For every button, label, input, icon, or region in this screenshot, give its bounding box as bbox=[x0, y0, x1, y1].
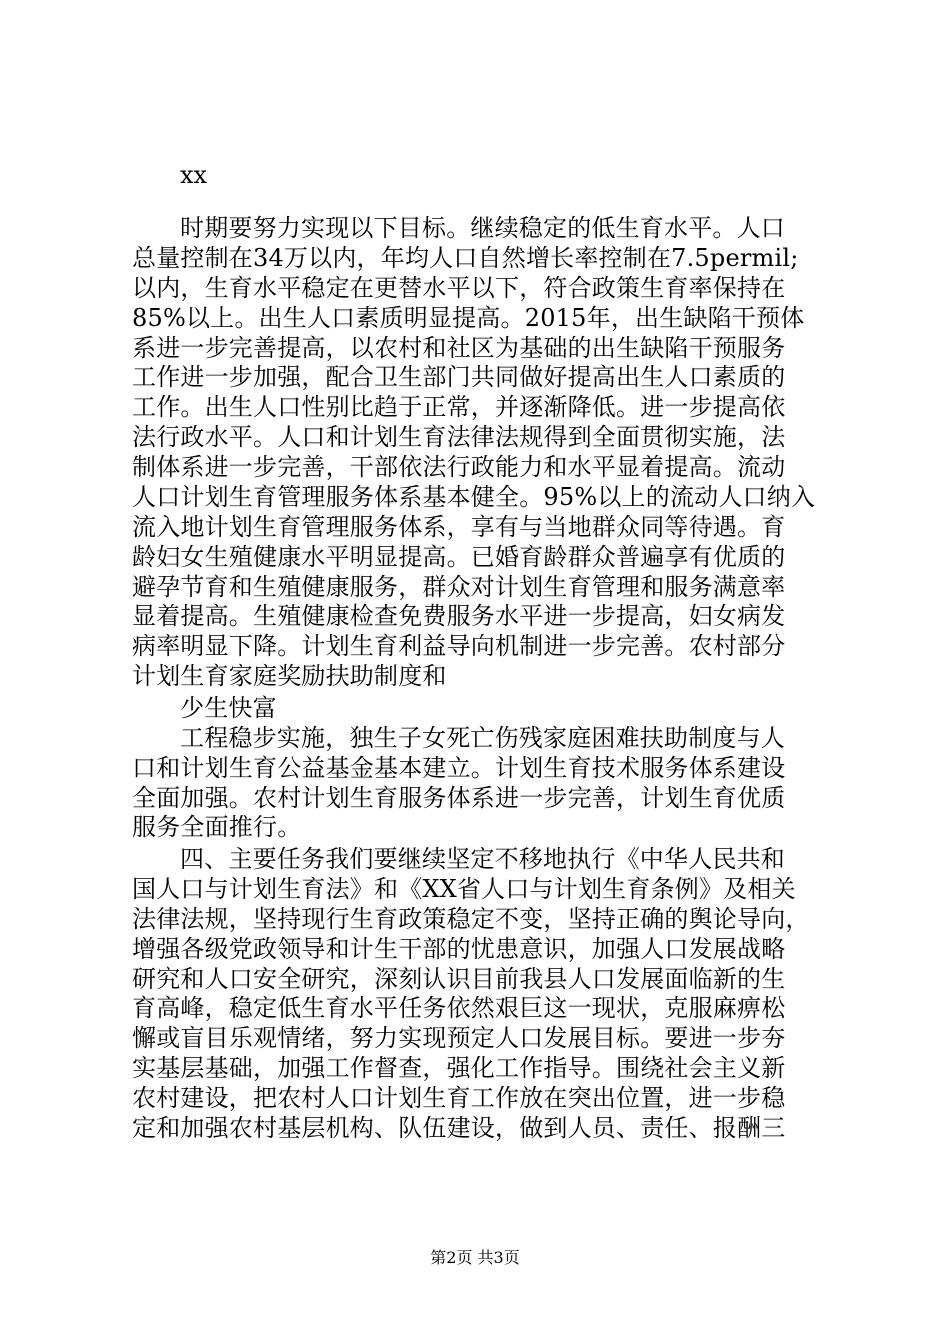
text-line: 研究和人口安全研究，深刻认识目前我县人口发展面临新的生 bbox=[132, 965, 786, 993]
text-line: 定和加强农村基层机构、队伍建设，做到人员、责任、报酬三 bbox=[132, 1114, 786, 1142]
text-line: 总量控制在34万以内，年均人口自然增长率控制在7.5permil; bbox=[132, 244, 799, 272]
text-line: 病率明显下降。计划生育利益导向机制进一步完善。农村部分 bbox=[132, 632, 786, 660]
text-line: 显着提高。生殖健康检查免费服务水平进一步提高，妇女病发 bbox=[132, 602, 786, 630]
text-line: 农村建设，把农村人口计划生育工作放在突出位置，进一步稳 bbox=[132, 1084, 786, 1112]
text-line: 以内，生育水平稳定在更替水平以下，符合政策生育率保持在 bbox=[132, 274, 786, 302]
text-line: 少生快富 bbox=[180, 694, 277, 722]
text-line: 85%以上。出生人口素质明显提高。2015年，出生缺陷干预体 bbox=[132, 304, 805, 332]
text-line: 全面加强。农村计划生育服务体系进一步完善，计划生育优质 bbox=[132, 784, 786, 812]
text-line: 实基层基础，加强工作督查，强化工作指导。围绕社会主义新 bbox=[132, 1054, 786, 1082]
text-line: 育高峰，稳定低生育水平任务依然艰巨这一现状，克服麻痹松 bbox=[132, 994, 786, 1022]
text-line: 服务全面推行。 bbox=[132, 813, 302, 841]
text-line: 工程稳步实施，独生子女死亡伤残家庭困难扶助制度与人 bbox=[180, 724, 785, 752]
text-line: 法律法规，坚持现行生育政策稳定不变，坚持正确的舆论导向， bbox=[132, 905, 810, 933]
text-line: 系进一步完善提高，以农村和社区为基础的出生缺陷干预服务 bbox=[132, 334, 786, 362]
text-line: 工作进一步加强，配合卫生部门共同做好提高出生人口素质的 bbox=[132, 363, 786, 391]
text-line: 国人口与计划生育法》和《XX省人口与计划生育条例》及相关 bbox=[132, 875, 796, 903]
text-line: 懈或盲目乐观情绪，努力实现预定人口发展目标。要进一步夯 bbox=[132, 1024, 786, 1052]
text-line: 龄妇女生殖健康水平明显提高。已婚育龄群众普遍享有优质的 bbox=[132, 543, 786, 571]
text-line: 工作。出生人口性别比趋于正常，并逐渐降低。进一步提高依 bbox=[132, 393, 786, 421]
text-line: 人口计划生育管理服务体系基本健全。95%以上的流动人口纳入 bbox=[132, 483, 816, 511]
text-line: 时期要努力实现以下目标。继续稳定的低生育水平。人口 bbox=[180, 214, 785, 242]
text-line: 流入地计划生育管理服务体系，享有与当地群众同等待遇。育 bbox=[132, 513, 786, 541]
text-line: 制体系进一步完善，干部依法行政能力和水平显着提高。流动 bbox=[132, 453, 786, 481]
text-line: 避孕节育和生殖健康服务，群众对计划生育管理和服务满意率 bbox=[132, 573, 786, 601]
text-line: 四、主要任务我们要继续坚定不移地执行《中华人民共和 bbox=[180, 845, 785, 873]
text-line: 计划生育家庭奖励扶助制度和 bbox=[132, 662, 447, 690]
text-line: 口和计划生育公益基金基本建立。计划生育技术服务体系建设 bbox=[132, 754, 786, 782]
page-footer bbox=[0, 1247, 950, 1269]
text-line: 增强各级党政领导和计生干部的忧患意识，加强人口发展战略 bbox=[132, 935, 786, 963]
text-line: xx bbox=[180, 161, 208, 189]
text-line: 法行政水平。人口和计划生育法律法规得到全面贯彻实施，法 bbox=[132, 423, 786, 451]
page-indicator: 第2页 共3页 bbox=[430, 1248, 520, 1267]
